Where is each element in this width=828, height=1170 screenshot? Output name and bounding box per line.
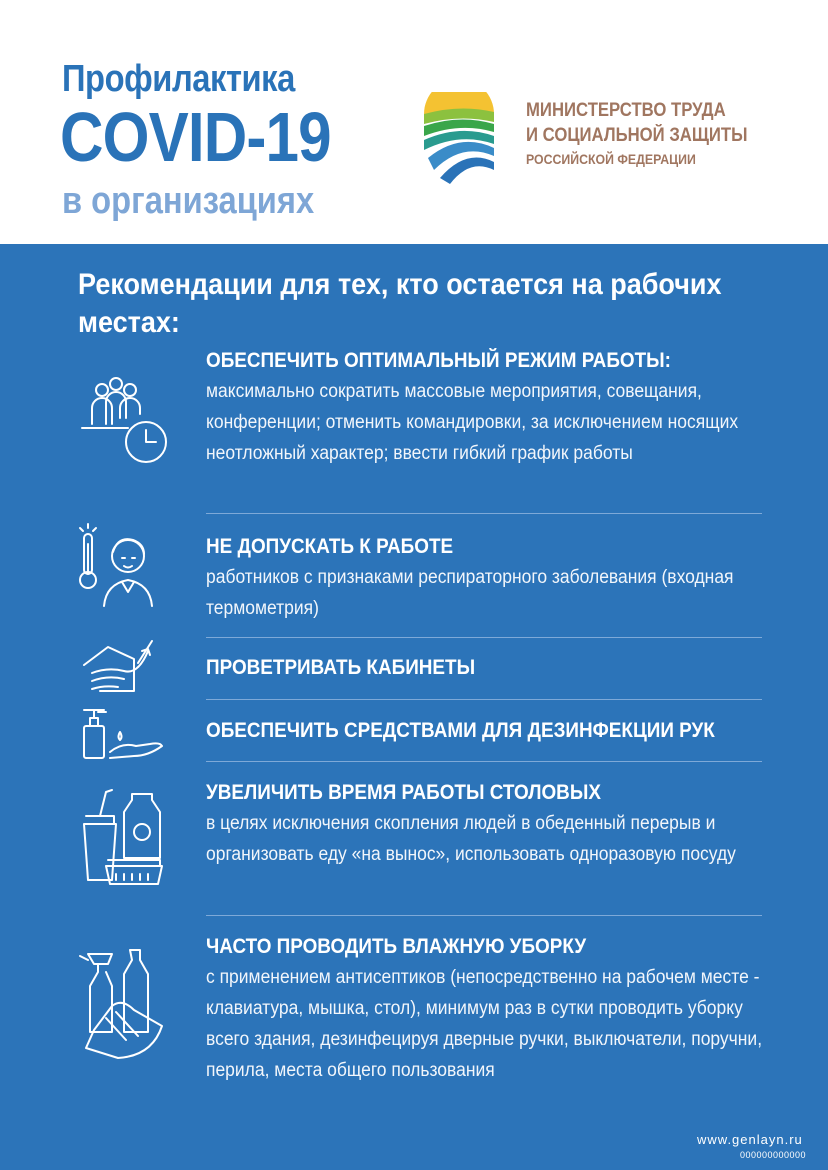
- people-clock-icon: [78, 374, 173, 469]
- ministry-name: [526, 98, 778, 170]
- recommendation-title: НЕ ДОПУСКАТЬ К РАБОТЕ: [206, 535, 454, 558]
- recommendation-text: [206, 532, 826, 624]
- hand-sanitizer-icon: [78, 708, 168, 760]
- footer-url: www.genlayn.ru: [697, 1132, 803, 1147]
- ministry-logo-icon: [420, 92, 498, 184]
- divider: [206, 915, 762, 916]
- divider: [206, 637, 762, 638]
- title-line-3: в организациях: [62, 180, 315, 222]
- recommendation-title: ПРОВЕТРИВАТЬ КАБИНЕТЫ: [206, 656, 476, 679]
- ministry-line-3: РОССИЙСКОЙ ФЕДЕРАЦИИ: [526, 151, 696, 167]
- recommendation-text: [206, 653, 826, 683]
- ventilation-icon: [78, 639, 158, 695]
- divider: [206, 513, 762, 514]
- recommendations-panel: [0, 244, 828, 1170]
- recommendation-body: в целях исключения скопления людей в обеденный перерыв и организовать еду «на вынос», использовать одноразовую посуду: [206, 813, 736, 865]
- recommendation-title: ОБЕСПЕЧИТЬ СРЕДСТВАМИ ДЛЯ ДЕЗИНФЕКЦИИ РУК: [206, 719, 715, 742]
- divider: [206, 761, 762, 762]
- recommendation-text: [206, 716, 826, 746]
- recommendation-title: УВЕЛИЧИТЬ ВРЕМЯ РАБОТЫ СТОЛОВЫХ: [206, 781, 601, 804]
- recommendation-title: ОБЕСПЕЧИТЬ ОПТИМАЛЬНЫЙ РЕЖИМ РАБОТЫ:: [206, 349, 671, 372]
- footer-code: 000000000000: [740, 1150, 807, 1160]
- cleaning-supplies-icon: [78, 946, 170, 1066]
- recommendation-body: максимально сократить массовые мероприятия, совещания, конференции; отменить командировки, за исключением носящих неотложный характер; ввести гибкий график работы: [206, 381, 739, 464]
- recommendation-body: с применением антисептиков (непосредственно на рабочем месте - клавиатура, мышка, стол), минимум раз в сутки проводить уборку всего здания, дезинфецируя дверные ручки, выключатели, поручни, перила, места общего пользования: [206, 967, 763, 1081]
- recommendation-title: ЧАСТО ПРОВОДИТЬ ВЛАЖНУЮ УБОРКУ: [206, 935, 587, 958]
- recommendation-text: [206, 778, 826, 870]
- ministry-line-2: И СОЦИАЛЬНОЙ ЗАЩИТЫ: [526, 125, 748, 146]
- recommendation-text: [206, 346, 826, 469]
- recommendation-body: работников с признаками респираторного заболевания (входная термометрия): [206, 567, 734, 619]
- ministry-line-1: МИНИСТЕРСТВО ТРУДА: [526, 100, 726, 121]
- recommendations-heading: Рекомендации для тех, кто остается на рабочих местах:: [78, 268, 722, 339]
- thermometer-person-icon: [78, 522, 158, 607]
- header: [0, 0, 828, 244]
- takeaway-food-icon: [78, 788, 170, 888]
- title-line-2: COVID-19: [60, 98, 331, 176]
- recommendation-text: [206, 932, 826, 1086]
- title-line-1: Профилактика: [62, 58, 295, 100]
- divider: [206, 699, 762, 700]
